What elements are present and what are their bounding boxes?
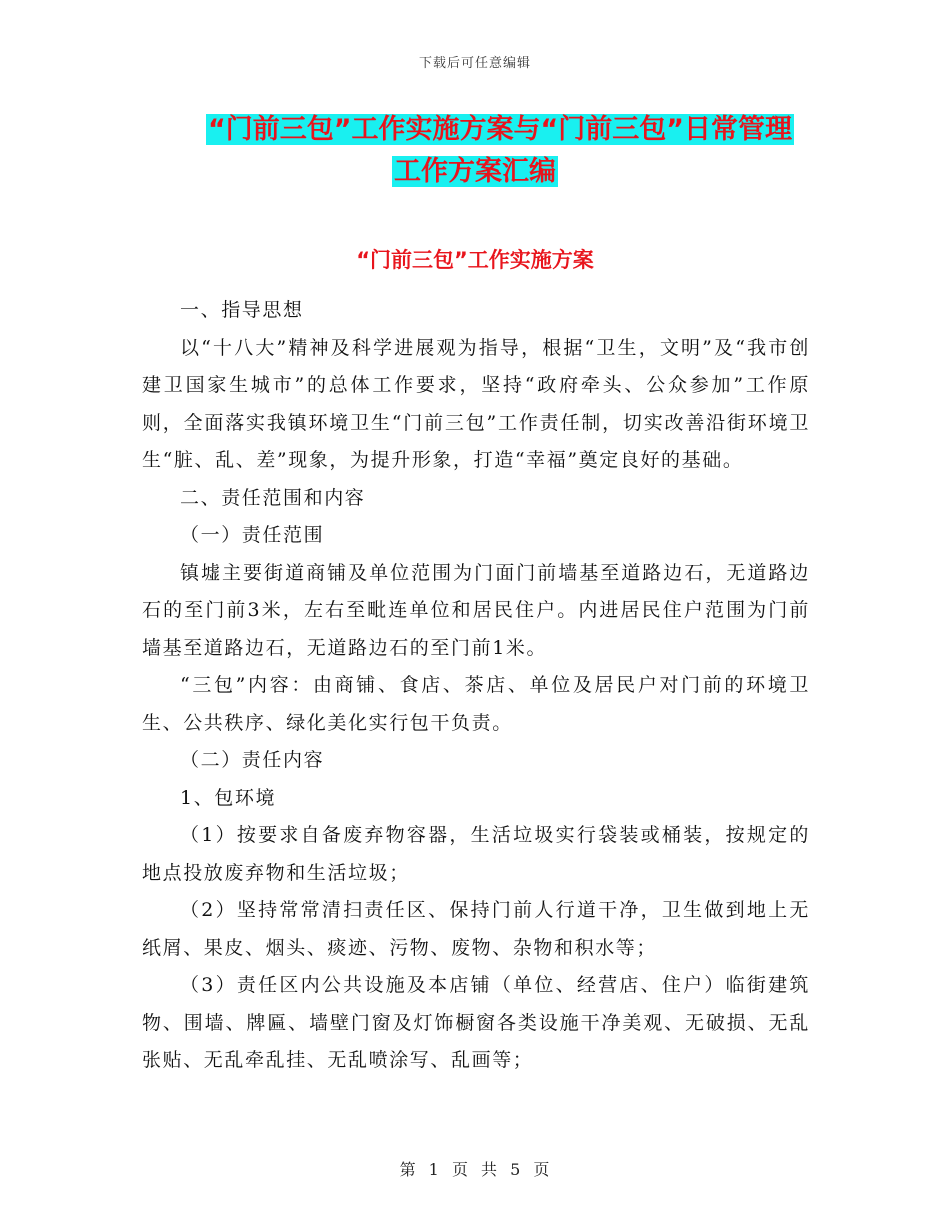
page-footer: 第 1 页 共 5 页 xyxy=(399,1160,551,1179)
subheading-content: （二）责任内容 xyxy=(180,749,325,771)
title-highlight-1: “门前三包”工作实施方案与“门前三包”日常管理 xyxy=(208,114,792,145)
item-environment: 1、包环境 xyxy=(180,786,277,809)
header-note: 下载后可任意编辑 xyxy=(418,56,531,71)
paragraph-three-contents: “三包”内容：由商铺、食店、茶店、单位及居民户对门前的环境卫生、公共秩序、绿化美化实行包干负责。 xyxy=(142,674,810,734)
paragraph-scope: 镇墟主要街道商铺及单位范围为门面门前墙基至道路边石，无道路边石的至门前3米，左右至毗连单位和居民住户。内进居民住户范围为门前墙基至道路边石，无道路边石的至门前1米。 xyxy=(142,561,810,659)
section-title: “门前三包”工作实施方案 xyxy=(356,248,594,272)
heading-guiding-thought: 一、指导思想 xyxy=(180,299,304,321)
subheading-scope: （一）责任范围 xyxy=(180,524,325,546)
document-title-line-1 xyxy=(0,110,950,150)
item-3: （3）责任区内公共设施及本店铺（单位、经营店、住户）临街建筑物、围墙、牌匾、墙壁门窗及灯饰橱窗各类设施干净美观、无破损、无乱张贴、无乱牵乱挂、无乱喷涂写、乱画等； xyxy=(142,974,810,1071)
body-text xyxy=(142,292,810,1080)
paragraph-guiding-thought: 以“十八大”精神及科学进展观为指导，根据“卫生，文明”及“我市创建卫国家生城市”的总体工作要求，坚持“政府牵头、公众参加”工作原则，全面落实我镇环境卫生“门前三包”工作责任制，切实改善沿街环境卫生“脏、乱、差”现象，为提升形象，打造“幸福”奠定良好的基础。 xyxy=(142,336,810,471)
heading-scope-and-content: 二、责任范围和内容 xyxy=(180,486,366,509)
item-1: （1）按要求自备废弃物容器，生活垃圾实行袋装或桶装，按规定的地点投放废弃物和生活垃圾； xyxy=(142,824,810,884)
item-2: （2）坚持常常清扫责任区、保持门前人行道干净，卫生做到地上无纸屑、果皮、烟头、痰迹、污物、废物、杂物和积水等； xyxy=(142,899,810,959)
document-title-line-2 xyxy=(0,152,950,192)
title-highlight-2: 工作方案汇编 xyxy=(394,156,556,187)
